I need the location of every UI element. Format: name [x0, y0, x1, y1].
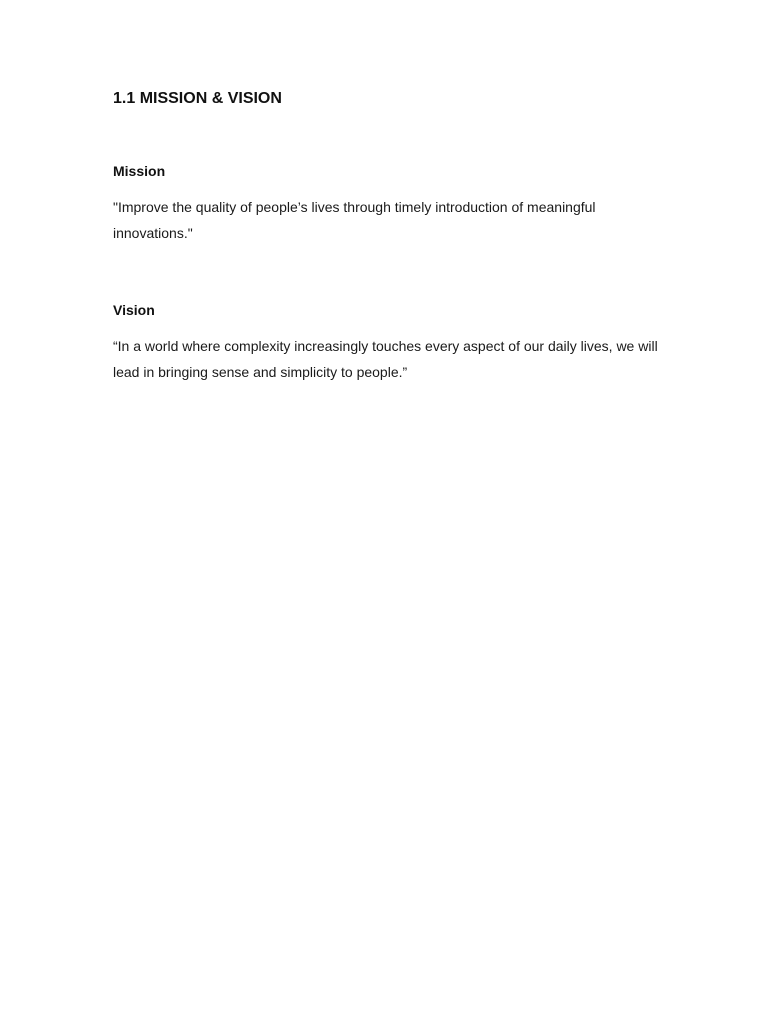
mission-heading: Mission: [113, 163, 166, 179]
page-title: 1.1 MISSION & VISION: [113, 90, 282, 107]
mission-statement: "Improve the quality of people’s lives through timely introduction of meaningful innovations.": [113, 199, 596, 241]
vision-statement: “In a world where complexity increasingly touches every aspect of our daily lives, we will lead in bringing sense and simplicity to people.”: [113, 338, 658, 380]
vision-heading: Vision: [113, 302, 155, 318]
